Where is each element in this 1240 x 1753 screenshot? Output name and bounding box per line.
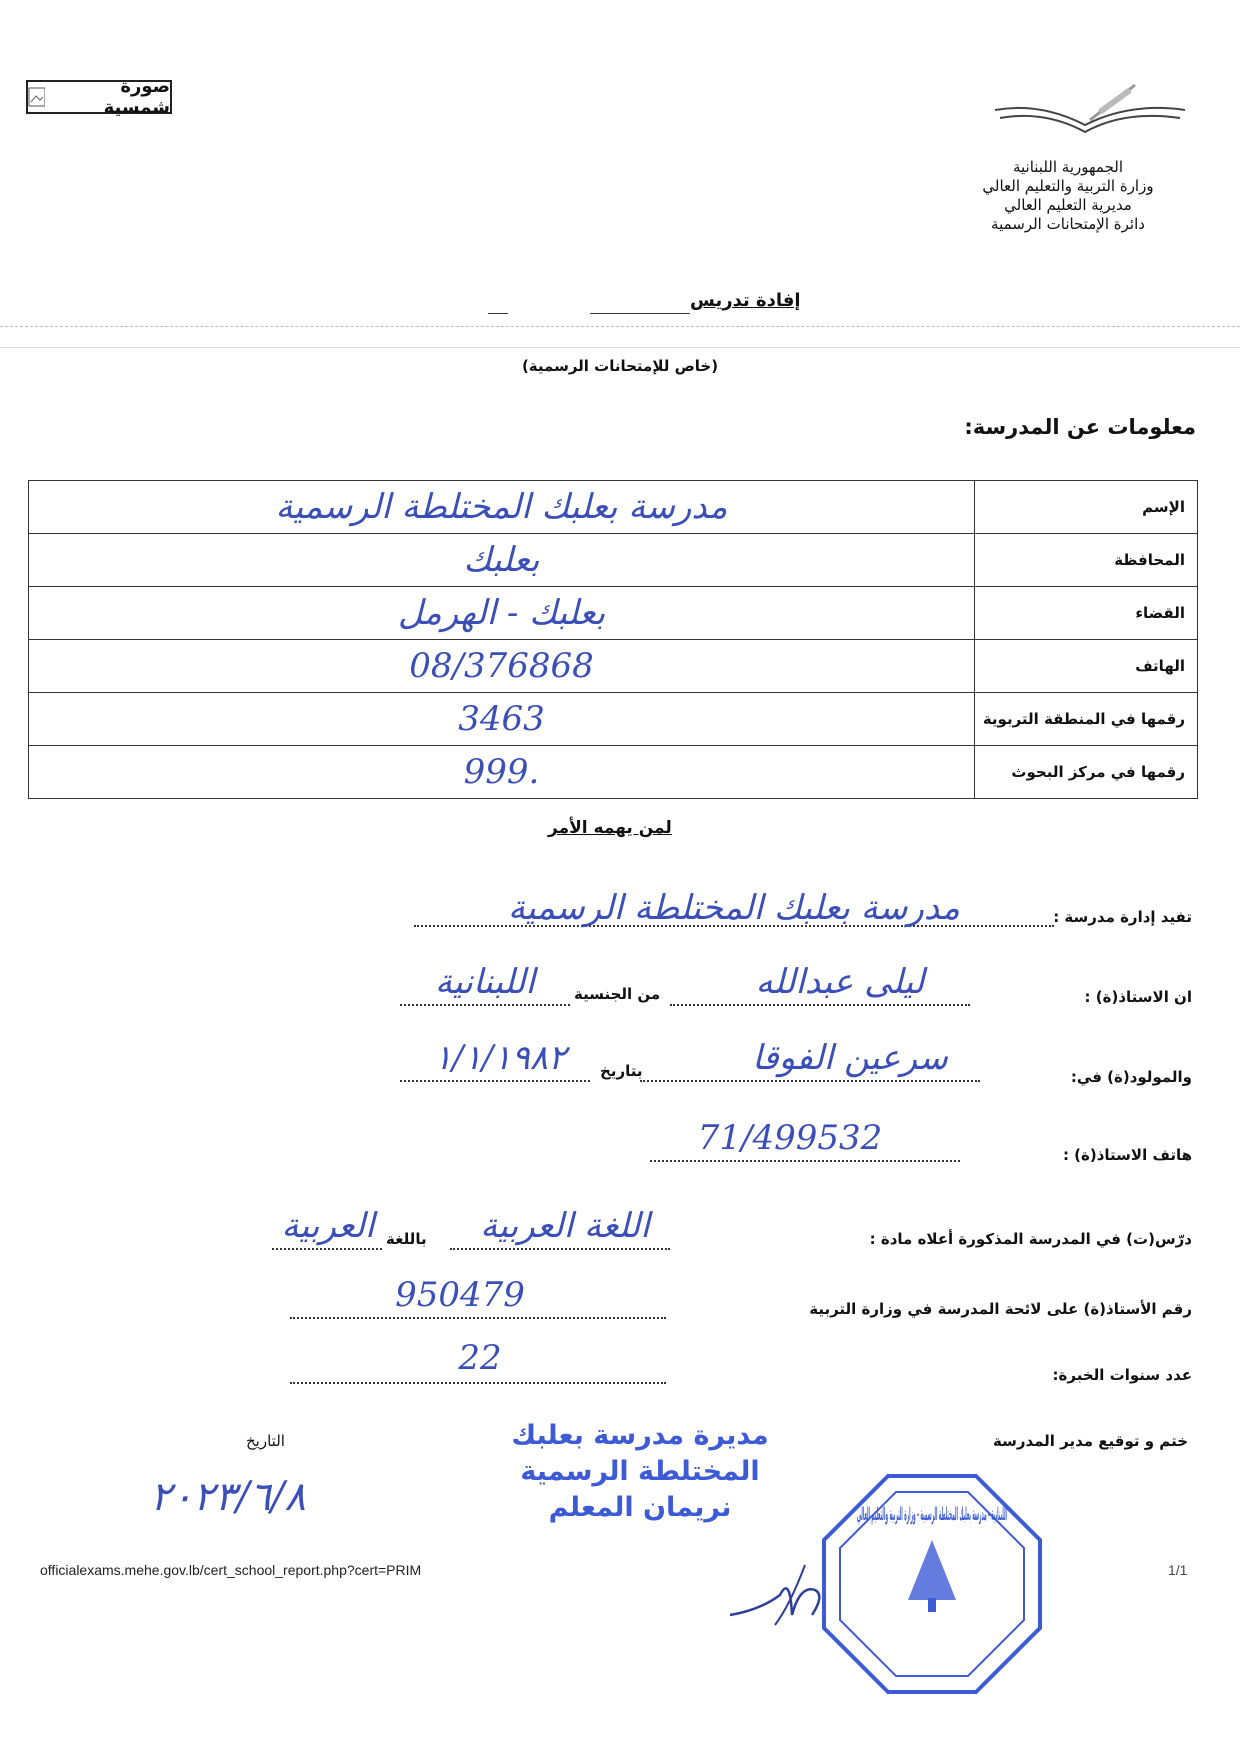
to-whom-it-may-concern: لمن يهمه الأمر [548, 818, 672, 838]
birth-date-value: ١/١/١٩٨٢ [433, 1038, 567, 1078]
school-name-value: مدرسة بعلبك المختلطة الرسمية [29, 481, 975, 534]
signature-icon [720, 1555, 840, 1635]
principal-stamp-line: نريمان المعلم [548, 1492, 732, 1523]
school-phone-label: الهاتف [975, 640, 1198, 693]
section-title: معلومات عن المدرسة: [964, 415, 1196, 439]
principal-stamp-line: مديرة مدرسة بعلبك [511, 1420, 769, 1451]
subject-value: اللغة العربية [480, 1206, 650, 1246]
ministry-logo-icon [990, 80, 1190, 150]
date-label: التاريخ [246, 1432, 285, 1450]
divider [0, 347, 1240, 348]
governorate-label: المحافظة [975, 534, 1198, 587]
regional-number-label: رقمها في المنطقة التربوية [975, 693, 1198, 746]
district-value: بعلبك - الهرمل [29, 587, 975, 640]
teacher-phone-value: 71/499532 [697, 1118, 883, 1158]
stamp-signature-label: ختم و توقيع مدير المدرسة [992, 1432, 1188, 1450]
ministry-line: الجمهورية اللبنانية [1012, 158, 1124, 176]
taught-subject-label: درّس(ت) في المدرسة المذكورة أعلاه مادة : [869, 1230, 1192, 1248]
school-phone-value: 08/376868 [29, 640, 975, 693]
school-admin-label: تفيد إدارة مدرسة : [1053, 908, 1192, 926]
born-label: والمولود(ة) في: [1070, 1068, 1192, 1086]
experience-value: 22 [458, 1338, 502, 1378]
district-label: القضاء [975, 587, 1198, 640]
broken-image-icon [28, 87, 45, 107]
governorate-value: بعلبك [29, 534, 975, 587]
school-info-table [28, 480, 1198, 799]
document-subtitle: (خاص للإمتحانات الرسمية) [521, 357, 719, 375]
divider [0, 326, 1240, 327]
teacher-label: ان الاستاذ(ة) : [1084, 988, 1192, 1006]
school-name-label: الإسم [975, 481, 1198, 534]
date-label: بتاريخ [600, 1062, 643, 1080]
teacher-phone-label: هاتف الاستاذ(ة) : [1062, 1146, 1192, 1164]
title-underline [590, 313, 690, 314]
regional-number-value: 3463 [29, 693, 975, 746]
research-number-value: 999. [29, 746, 975, 799]
principal-stamp-line: المختلطة الرسمية [520, 1456, 760, 1487]
language-label: باللغة [386, 1230, 427, 1248]
born-place-value: سرعين الفوقا [752, 1038, 948, 1078]
table-row [29, 693, 1198, 746]
language-value: العربية [281, 1206, 375, 1246]
table-row [29, 534, 1198, 587]
research-number-label: رقمها في مركز البحوث [975, 746, 1198, 799]
document-title: إفادة تدريس [690, 290, 801, 311]
school-admin-value: مدرسة بعلبك المختلطة الرسمية [508, 888, 960, 928]
signature-date-value: ٢٠٢٣/٦/٨ [150, 1474, 306, 1520]
teacher-number-value: 950479 [395, 1275, 525, 1315]
ministry-line: دائرة الإمتحانات الرسمية [991, 215, 1145, 233]
table-row [29, 481, 1198, 534]
principal-stamp [490, 1418, 790, 1526]
nationality-label: من الجنسية [574, 985, 661, 1003]
teacher-name-value: ليلى عبدالله [755, 962, 925, 1002]
teacher-number-label: رقم الأستاذ(ة) على لائحة المدرسة في وزارة التربية [809, 1300, 1192, 1318]
ministry-header [948, 158, 1188, 234]
page-number: 1/1 [1168, 1562, 1188, 1578]
nationality-value: اللبنانية [435, 962, 535, 1002]
ministry-line: مديرية التعليم العالي [1004, 196, 1132, 214]
ministry-line: وزارة التربية والتعليم العالي [982, 177, 1154, 195]
photo-placeholder [26, 76, 172, 118]
table-row [29, 746, 1198, 799]
title-underline [488, 313, 508, 314]
table-row [29, 640, 1198, 693]
school-seal-icon [818, 1470, 1046, 1698]
seal-text: اللبنانية - مدرسة بعلبك المختلطة الرسمية - وزارة التربية والتعليم العالي [857, 1504, 1007, 1525]
footer-url[interactable]: officialexams.mehe.gov.lb/cert_school_report.php?cert=PRIM [40, 1562, 422, 1578]
photo-label: صورة شمسية [103, 76, 170, 118]
experience-label: عدد سنوات الخبرة: [1052, 1366, 1192, 1384]
table-row [29, 587, 1198, 640]
